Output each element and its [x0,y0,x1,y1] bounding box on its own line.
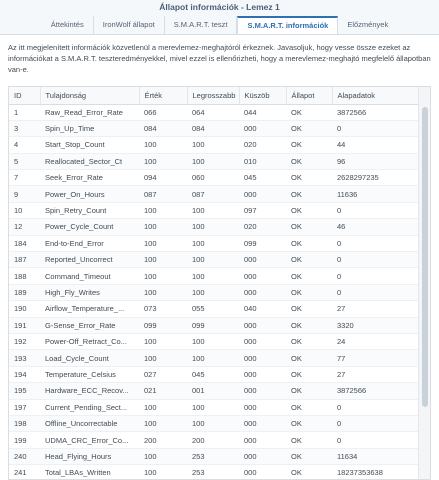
cell-attribute: G-Sense_Error_Rate [40,317,139,333]
cell-status: OK [286,432,332,448]
cell-value: 200 [139,432,187,448]
cell-worst: 064 [187,104,239,120]
cell-id: 3 [9,120,40,136]
column-header-id[interactable]: ID [9,87,40,104]
cell-worst: 253 [187,465,239,480]
cell-attribute: Power-Off_Retract_Co... [40,333,139,349]
tab-ironwolf-status[interactable]: IronWolf állapot [94,16,165,34]
cell-value: 100 [139,333,187,349]
cell-status: OK [286,153,332,169]
tab-bar [0,14,439,35]
cell-value: 100 [139,268,187,284]
cell-threshold: 000 [239,284,286,300]
cell-threshold: 000 [239,252,286,268]
cell-worst: 100 [187,268,239,284]
cell-threshold: 000 [239,350,286,366]
cell-value: 073 [139,301,187,317]
cell-raw-data: 96 [332,153,418,169]
table-row[interactable] [9,153,418,169]
cell-attribute: Seek_Error_Rate [40,170,139,186]
cell-threshold: 000 [239,383,286,399]
cell-status: OK [286,202,332,218]
cell-value: 100 [139,350,187,366]
cell-id: 1 [9,104,40,120]
cell-id: 192 [9,333,40,349]
table-row[interactable] [9,284,418,300]
cell-threshold: 097 [239,202,286,218]
table-row[interactable] [9,465,418,480]
cell-raw-data: 3872566 [332,383,418,399]
cell-raw-data: 3872566 [332,104,418,120]
table-row[interactable] [9,120,418,136]
cell-worst: 084 [187,120,239,136]
tab-history[interactable]: Előzmények [347,20,389,29]
cell-status: OK [286,366,332,382]
table-row[interactable] [9,219,418,235]
cell-id: 241 [9,465,40,480]
cell-attribute: Spin_Up_Time [40,120,139,136]
cell-worst: 055 [187,301,239,317]
cell-threshold: 000 [239,432,286,448]
cell-raw-data: 46 [332,219,418,235]
cell-worst: 100 [187,219,239,235]
cell-attribute: Start_Stop_Count [40,137,139,153]
table-row[interactable] [9,350,418,366]
cell-raw-data: 77 [332,350,418,366]
table-row[interactable] [9,252,418,268]
cell-id: 195 [9,383,40,399]
tab-smart-test[interactable]: S.M.A.R.T. teszt [165,16,238,34]
cell-worst: 100 [187,235,239,251]
table-row[interactable] [9,415,418,431]
cell-attribute: Head_Flying_Hours [40,448,139,464]
cell-threshold: 045 [239,170,286,186]
cell-value: 094 [139,170,187,186]
cell-worst: 099 [187,317,239,333]
cell-attribute: Offline_Uncorrectable [40,415,139,431]
cell-value: 100 [139,399,187,415]
column-header-attribute[interactable]: Tulajdonság [40,87,139,104]
cell-status: OK [286,252,332,268]
table-row[interactable] [9,317,418,333]
cell-value: 066 [139,104,187,120]
table-row[interactable] [9,333,418,349]
cell-attribute: End-to-End_Error [40,235,139,251]
cell-status: OK [286,219,332,235]
cell-attribute: Load_Cycle_Count [40,350,139,366]
table-row[interactable] [9,399,418,415]
column-header-status[interactable]: Állapot [286,87,332,104]
cell-worst: 100 [187,284,239,300]
cell-raw-data: 11634 [332,448,418,464]
cell-status: OK [286,317,332,333]
cell-status: OK [286,333,332,349]
table-row[interactable] [9,104,418,120]
table-row[interactable] [9,268,418,284]
tab-overview[interactable]: Áttekintés [42,16,94,34]
cell-raw-data: 0 [332,399,418,415]
cell-worst: 100 [187,202,239,218]
cell-worst: 100 [187,137,239,153]
cell-raw-data: 27 [332,301,418,317]
cell-attribute: Power_On_Hours [40,186,139,202]
cell-worst: 087 [187,186,239,202]
cell-worst: 100 [187,415,239,431]
cell-status: OK [286,399,332,415]
table-row[interactable] [9,137,418,153]
cell-id: 12 [9,219,40,235]
cell-value: 100 [139,235,187,251]
cell-value: 100 [139,252,187,268]
table-header-row [9,87,418,104]
cell-id: 197 [9,399,40,415]
cell-worst: 253 [187,448,239,464]
cell-threshold: 020 [239,137,286,153]
cell-id: 189 [9,284,40,300]
cell-worst: 200 [187,432,239,448]
cell-threshold: 000 [239,399,286,415]
cell-attribute: Reported_Uncorrect [40,252,139,268]
cell-id: 10 [9,202,40,218]
cell-raw-data: 0 [332,415,418,431]
cell-worst: 100 [187,252,239,268]
cell-status: OK [286,170,332,186]
cell-raw-data: 18237353638 [332,465,418,480]
cell-value: 084 [139,120,187,136]
cell-raw-data: 0 [332,120,418,136]
cell-raw-data: 0 [332,268,418,284]
cell-attribute: Temperature_Celsius [40,366,139,382]
cell-raw-data: 0 [332,252,418,268]
cell-threshold: 040 [239,301,286,317]
cell-id: 193 [9,350,40,366]
table-row[interactable] [9,383,418,399]
smart-attributes-table [9,87,419,480]
cell-threshold: 044 [239,104,286,120]
cell-threshold: 020 [239,219,286,235]
cell-raw-data: 3320 [332,317,418,333]
table-row[interactable] [9,170,418,186]
table-row[interactable] [9,432,418,448]
cell-status: OK [286,350,332,366]
cell-threshold: 000 [239,465,286,480]
column-header-raw-data[interactable]: Alapadatok [332,87,418,104]
cell-attribute: Spin_Retry_Count [40,202,139,218]
cell-attribute: Reallocated_Sector_Ct [40,153,139,169]
cell-threshold: 000 [239,415,286,431]
cell-status: OK [286,137,332,153]
cell-worst: 001 [187,383,239,399]
column-header-worst[interactable]: Legrosszabb [187,87,239,104]
cell-attribute: Airflow_Temperature_... [40,301,139,317]
cell-id: 190 [9,301,40,317]
cell-worst: 100 [187,153,239,169]
cell-status: OK [286,448,332,464]
cell-id: 199 [9,432,40,448]
cell-raw-data: 0 [332,432,418,448]
cell-threshold: 000 [239,120,286,136]
cell-id: 240 [9,448,40,464]
cell-value: 100 [139,202,187,218]
cell-value: 100 [139,465,187,480]
cell-id: 198 [9,415,40,431]
cell-status: OK [286,104,332,120]
column-header-value[interactable]: Érték [139,87,187,104]
cell-attribute: Power_Cycle_Count [40,219,139,235]
window-title: Állapot információk - Lemez 1 [0,0,439,14]
cell-worst: 100 [187,399,239,415]
tab-smart-info[interactable]: S.M.A.R.T. információk [237,16,338,34]
table-row[interactable] [9,448,418,464]
description-text: Az itt megjelenített információk közvetlenül a merevlemez-meghajtóról érkeznek. Javasoljuk, hogy vesse össze ezeket az információkat a S.M.A.R.T. teszteredményekkel, mivel ezzel is ellenőrizheti, hogy a merevlemez-meghajtó megfelelő állapotban van-e. [8,43,431,74]
cell-id: 188 [9,268,40,284]
cell-value: 099 [139,317,187,333]
smart-attributes-grid [8,86,431,480]
cell-attribute: Total_LBAs_Written [40,465,139,480]
cell-threshold: 000 [239,448,286,464]
cell-threshold: 000 [239,268,286,284]
cell-value: 100 [139,137,187,153]
cell-threshold: 000 [239,366,286,382]
cell-raw-data: 24 [332,333,418,349]
cell-worst: 100 [187,350,239,366]
cell-attribute: Current_Pending_Sect... [40,399,139,415]
cell-status: OK [286,284,332,300]
cell-id: 9 [9,186,40,202]
vertical-scrollbar[interactable] [418,87,430,479]
cell-threshold: 000 [239,317,286,333]
cell-status: OK [286,415,332,431]
cell-id: 7 [9,170,40,186]
cell-status: OK [286,120,332,136]
table-row[interactable] [9,301,418,317]
cell-threshold: 000 [239,333,286,349]
cell-status: OK [286,186,332,202]
cell-attribute: UDMA_CRC_Error_Co... [40,432,139,448]
cell-raw-data: 27 [332,366,418,382]
cell-id: 187 [9,252,40,268]
cell-raw-data: 44 [332,137,418,153]
cell-worst: 060 [187,170,239,186]
table-row[interactable] [9,366,418,382]
cell-value: 100 [139,219,187,235]
cell-value: 100 [139,415,187,431]
cell-threshold: 099 [239,235,286,251]
cell-threshold: 010 [239,153,286,169]
cell-status: OK [286,383,332,399]
cell-raw-data: 0 [332,284,418,300]
cell-attribute: Command_Timeout [40,268,139,284]
table-row[interactable] [9,235,418,251]
cell-value: 087 [139,186,187,202]
cell-id: 5 [9,153,40,169]
cell-id: 184 [9,235,40,251]
table-row[interactable] [9,186,418,202]
cell-value: 100 [139,284,187,300]
cell-raw-data: 0 [332,202,418,218]
cell-id: 4 [9,137,40,153]
cell-worst: 100 [187,333,239,349]
cell-status: OK [286,465,332,480]
scrollbar-thumb[interactable] [422,107,428,407]
cell-raw-data: 0 [332,235,418,251]
cell-value: 100 [139,448,187,464]
cell-worst: 045 [187,366,239,382]
cell-value: 027 [139,366,187,382]
cell-status: OK [286,301,332,317]
cell-threshold: 000 [239,186,286,202]
cell-attribute: High_Fly_Writes [40,284,139,300]
cell-raw-data: 11636 [332,186,418,202]
cell-status: OK [286,268,332,284]
column-header-threshold[interactable]: Küszöb [239,87,286,104]
cell-raw-data: 2628297235 [332,170,418,186]
table-row[interactable] [9,202,418,218]
cell-id: 191 [9,317,40,333]
cell-id: 194 [9,366,40,382]
cell-attribute: Raw_Read_Error_Rate [40,104,139,120]
cell-attribute: Hardware_ECC_Recov... [40,383,139,399]
cell-value: 021 [139,383,187,399]
cell-status: OK [286,235,332,251]
cell-value: 100 [139,153,187,169]
